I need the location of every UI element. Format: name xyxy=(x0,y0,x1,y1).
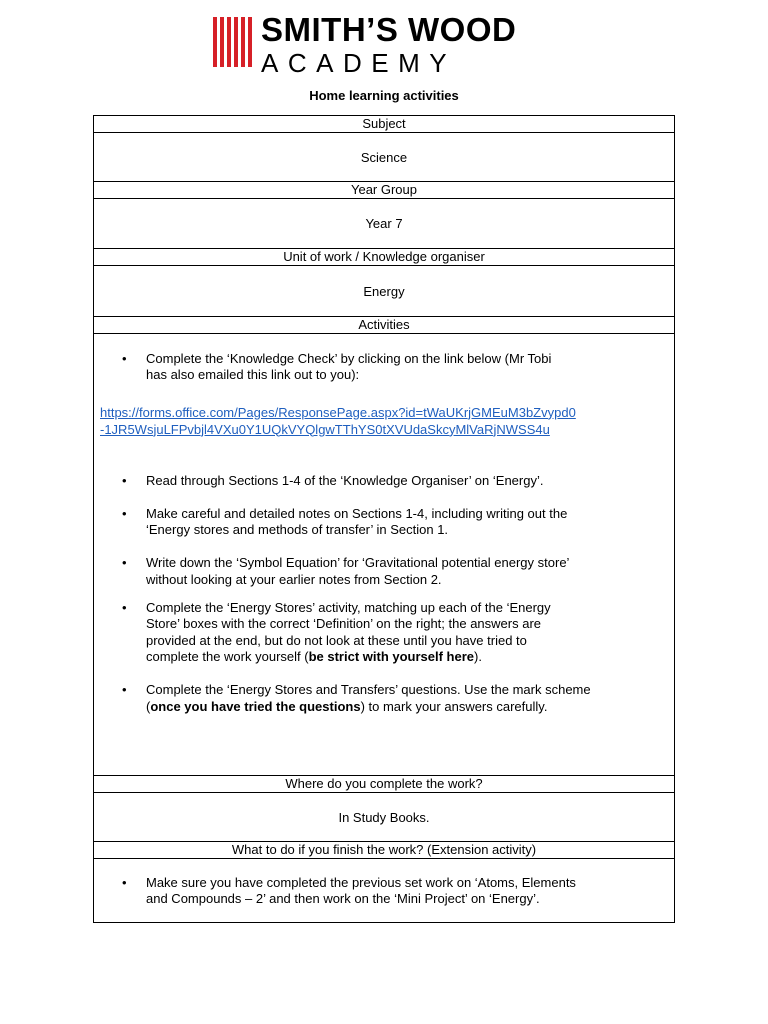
activities-label: Activities xyxy=(94,317,675,334)
activities-cell xyxy=(94,334,675,776)
subject-label: Subject xyxy=(94,116,675,133)
extension-label: What to do if you finish the work? (Extension activity) xyxy=(94,842,675,859)
logo-name: SMITH’S WOOD xyxy=(261,11,517,48)
unit-value: Energy xyxy=(94,266,675,317)
list-item: • Complete the ‘Energy Stores and Transfers’ questions. Use the mark scheme (once you have tried the questions) to mark your answers carefully. xyxy=(94,682,674,715)
subject-value: Science xyxy=(94,133,675,182)
academy-logo xyxy=(213,11,553,78)
where-label: Where do you complete the work? xyxy=(94,776,675,793)
list-item: • Complete the ‘Knowledge Check’ by clicking on the link below (Mr Tobi has also emailed this link out to you): xyxy=(94,351,674,384)
list-item: • Write down the ‘Symbol Equation’ for ‘Gravitational potential energy store’ without looking at your earlier notes from Section 2. xyxy=(94,555,674,588)
tried-note: once you have tried the questions xyxy=(150,698,361,714)
where-value: In Study Books. xyxy=(94,793,675,842)
year-group-label: Year Group xyxy=(94,182,675,199)
logo-bars-icon xyxy=(213,17,255,67)
document-title: Home learning activities xyxy=(309,88,459,103)
knowledge-check-link[interactable]: https://forms.office.com/Pages/ResponsePage.aspx?id=tWaUKrjGMEuM3bZvypd0 -1JR5WsjuLFPvbjl4VXu0Y1UQkVYQlgwTThYS0tXVUdaSkcyMlVaRjNWSS4u xyxy=(100,404,576,437)
year-group-value: Year 7 xyxy=(94,199,675,249)
extension-cell xyxy=(94,859,675,923)
activities-table xyxy=(93,115,675,923)
list-item: • Make careful and detailed notes on Sections 1-4, including writing out the ‘Energy stores and methods of transfer’ in Section 1. xyxy=(94,506,674,539)
list-item: • Complete the ‘Energy Stores’ activity, matching up each of the ‘Energy Store’ boxes with the correct ‘Definition’ on the right; the answers are provided at the end, but do not look at these until you have tried to complete the work yourself (be strict with yourself here). xyxy=(94,600,674,665)
list-item: • Read through Sections 1-4 of the ‘Knowledge Organiser’ on ‘Energy’. xyxy=(94,473,674,489)
strict-note: be strict with yourself here xyxy=(308,648,475,664)
logo-subtitle: ACADEMY xyxy=(261,48,457,78)
list-item: • Make sure you have completed the previous set work on ‘Atoms, Elements and Compounds – 2’ and then work on the ‘Mini Project’ on ‘Energy’. xyxy=(94,875,674,908)
unit-label: Unit of work / Knowledge organiser xyxy=(94,249,675,266)
